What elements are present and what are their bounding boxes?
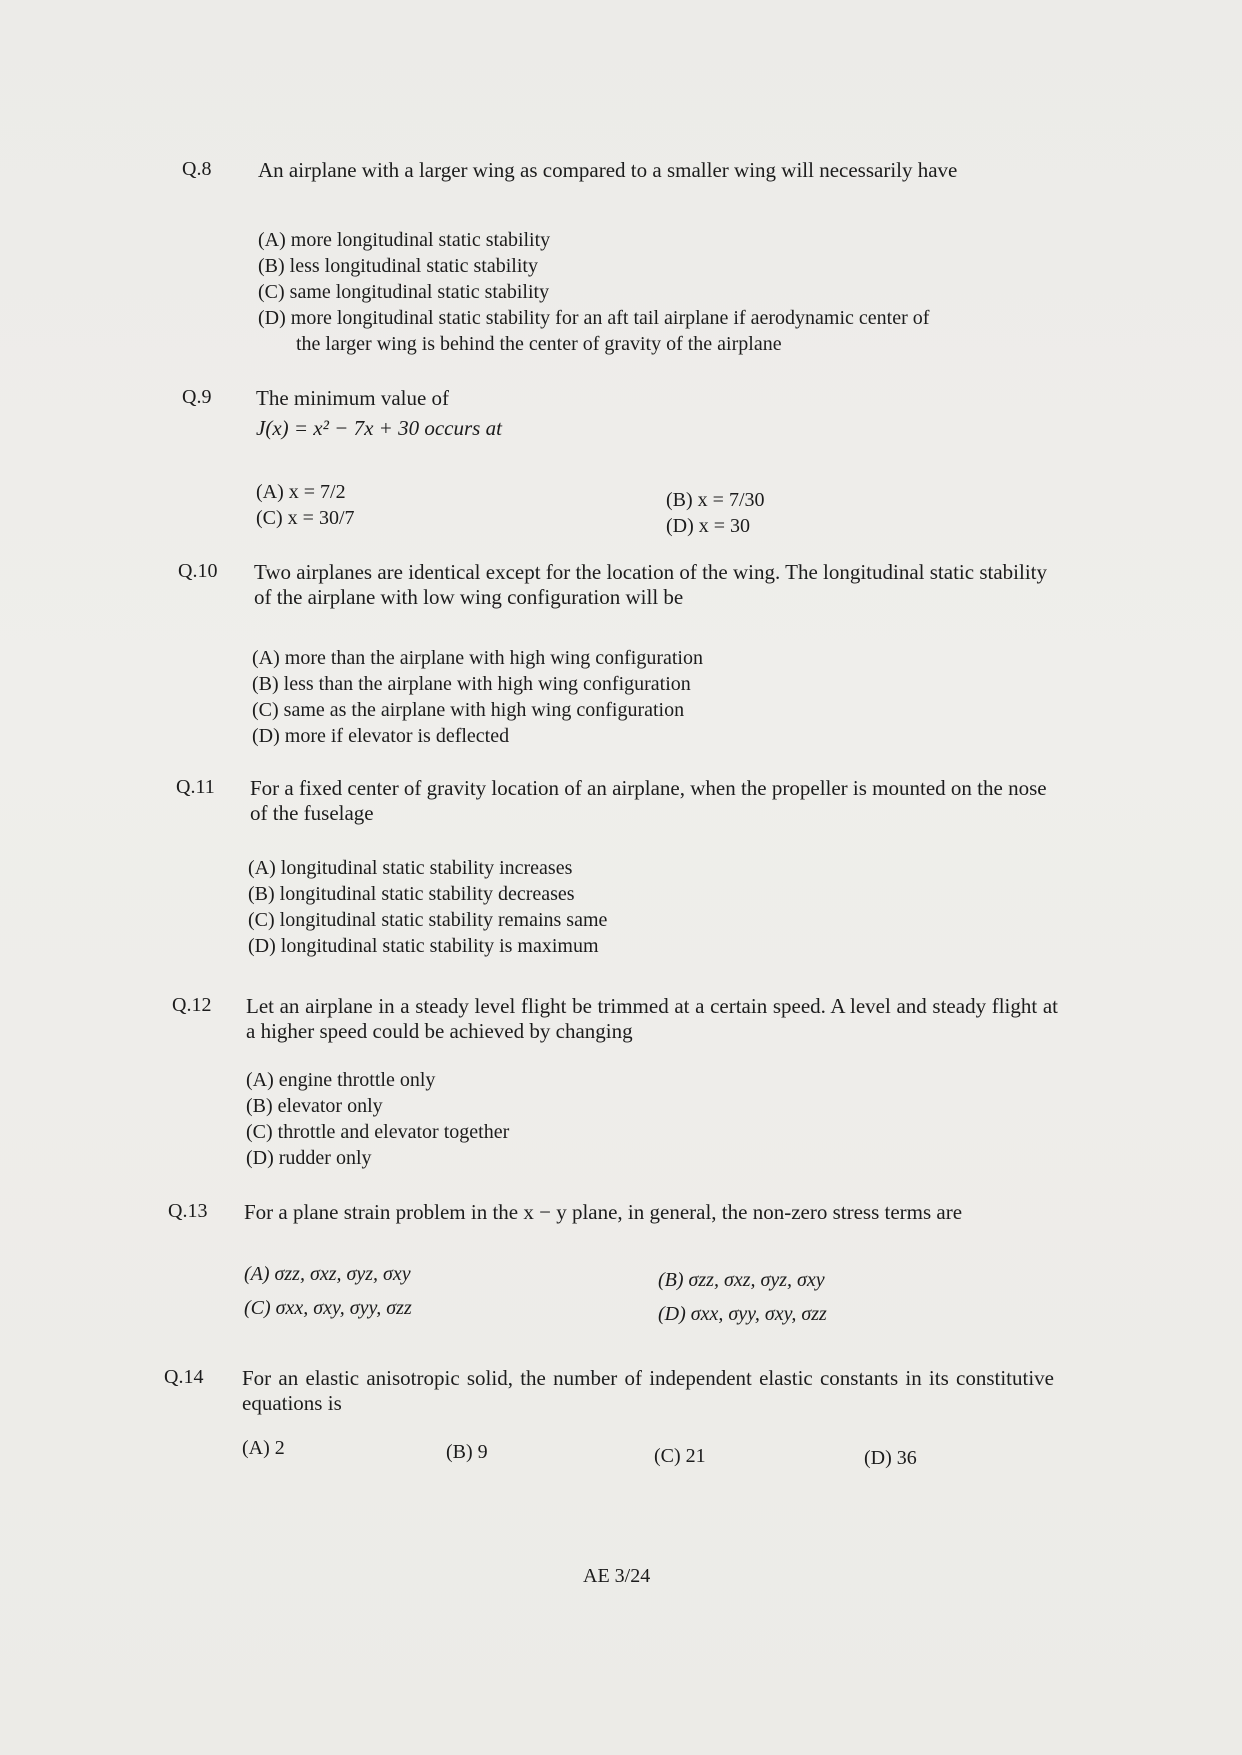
question-stem-equation: J(x) = x² − 7x + 30 occurs at bbox=[256, 416, 502, 440]
option-b: (B) σzz, σxz, σyz, σxy bbox=[658, 1269, 825, 1291]
option-c: (C) same as the airplane with high wing configuration bbox=[252, 699, 685, 721]
option-c: (C) throttle and elevator together bbox=[246, 1121, 510, 1143]
option-d: (D) σxx, σyy, σxy, σzz bbox=[658, 1303, 827, 1325]
option-d: (D) 36 bbox=[864, 1447, 917, 1469]
question-number: Q.8 bbox=[182, 158, 212, 180]
question-stem: Let an airplane in a steady level flight be trimmed at a certain speed. A level and steady flight at a higher speed could be achieved by changing bbox=[246, 994, 1058, 1043]
option-c: (C) 21 bbox=[654, 1445, 706, 1467]
option-c: (C) same longitudinal static stability bbox=[258, 281, 550, 303]
option-b: (B) longitudinal static stability decreases bbox=[248, 883, 575, 905]
option-a: (A) 2 bbox=[242, 1437, 285, 1459]
question-number: Q.13 bbox=[168, 1200, 208, 1222]
question-number: Q.9 bbox=[182, 386, 212, 408]
option-a: (A) σzz, σxz, σyz, σxy bbox=[244, 1263, 411, 1285]
question-stem: For an elastic anisotropic solid, the number of independent elastic constants in its constitutive equations is bbox=[242, 1366, 1054, 1415]
option-b: (B) x = 7/30 bbox=[666, 489, 765, 511]
option-a: (A) engine throttle only bbox=[246, 1069, 436, 1091]
option-d: (D) x = 30 bbox=[666, 515, 751, 537]
option-d: (D) more longitudinal static stability for an aft tail airplane if aerodynamic center of bbox=[258, 307, 930, 329]
question-stem: For a plane strain problem in the x − y plane, in general, the non-zero stress terms are bbox=[244, 1200, 963, 1224]
option-a: (A) longitudinal static stability increases bbox=[248, 857, 573, 879]
question-stem: For a fixed center of gravity location of an airplane, when the propeller is mounted on the nose of the fuselage bbox=[250, 776, 1047, 825]
option-a: (A) x = 7/2 bbox=[256, 481, 346, 503]
option-a: (A) more than the airplane with high wing configuration bbox=[252, 647, 703, 669]
option-d: (D) longitudinal static stability is maximum bbox=[248, 935, 599, 957]
question-stem: Two airplanes are identical except for the location of the wing. The longitudinal static stability of the airplane with low wing configuration will be bbox=[254, 560, 1047, 609]
question-number: Q.10 bbox=[178, 560, 218, 582]
option-a: (A) more longitudinal static stability bbox=[258, 229, 551, 251]
option-b: (B) less than the airplane with high wing configuration bbox=[252, 673, 691, 695]
question-stem-line1: The minimum value of bbox=[256, 386, 450, 410]
option-c: (C) σxx, σxy, σyy, σzz bbox=[244, 1297, 412, 1319]
question-number: Q.14 bbox=[164, 1366, 204, 1388]
option-d: (D) rudder only bbox=[246, 1147, 372, 1169]
page-footer: AE 3/24 bbox=[583, 1565, 651, 1587]
option-c: (C) x = 30/7 bbox=[256, 507, 355, 529]
option-d: (D) more if elevator is deflected bbox=[252, 725, 510, 747]
question-number: Q.12 bbox=[172, 994, 212, 1016]
question-stem: An airplane with a larger wing as compared to a smaller wing will necessarily have bbox=[258, 158, 958, 182]
option-b: (B) elevator only bbox=[246, 1095, 383, 1117]
question-number: Q.11 bbox=[176, 776, 215, 798]
option-b: (B) 9 bbox=[446, 1441, 488, 1463]
option-c: (C) longitudinal static stability remains same bbox=[248, 909, 608, 931]
option-d-continuation: the larger wing is behind the center of gravity of the airplane bbox=[296, 333, 782, 355]
option-b: (B) less longitudinal static stability bbox=[258, 255, 538, 277]
